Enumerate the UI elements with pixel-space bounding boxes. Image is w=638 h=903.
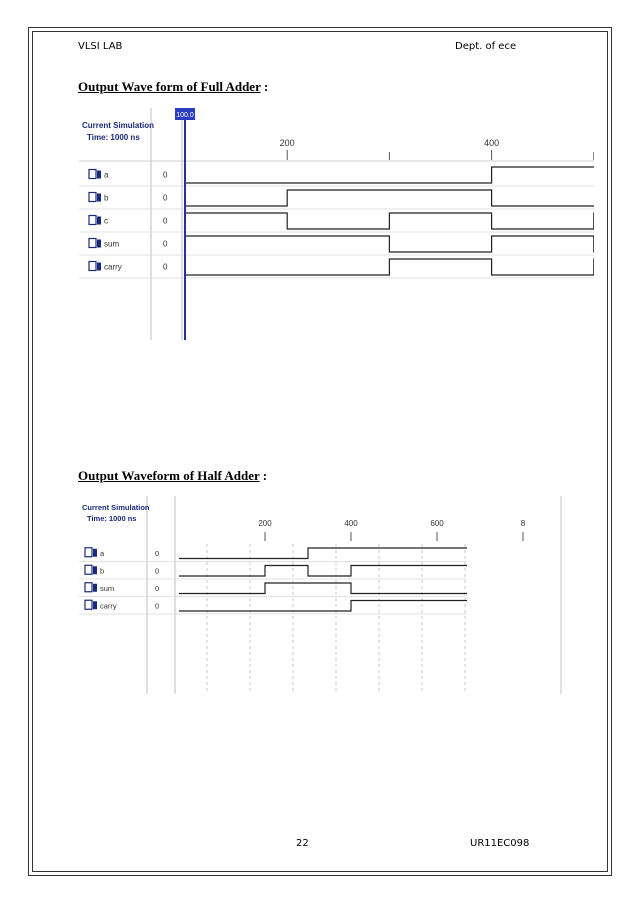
ha-signal-name-a: a bbox=[100, 548, 105, 558]
ha-sim-label-line2: Time: 1000 ns bbox=[87, 514, 137, 523]
fa-signal-name-carry: carry bbox=[104, 262, 122, 272]
fa-signal-name-c: c bbox=[104, 216, 108, 226]
ha-waveform-background bbox=[79, 496, 564, 694]
header-lab-name: VLSI LAB bbox=[78, 41, 123, 52]
fa-signal-name-b: b bbox=[104, 193, 109, 203]
fa-c-signal-icon-bar bbox=[97, 217, 101, 225]
full-adder-heading-text: Output Wave form of Full Adder bbox=[78, 79, 261, 94]
ha-sim-label-line1: Current Simulation bbox=[82, 503, 150, 512]
ha-signal-name-carry: carry bbox=[100, 601, 117, 611]
half-adder-heading-text: Output Waveform of Half Adder bbox=[78, 468, 260, 483]
footer-roll-number: UR11EC098 bbox=[470, 838, 530, 849]
fa-sim-label-line2: Time: 1000 ns bbox=[87, 133, 140, 142]
ha-signal-name-sum: sum bbox=[100, 583, 115, 593]
full-adder-heading-suffix: : bbox=[260, 79, 269, 94]
half-adder-heading bbox=[78, 468, 267, 484]
fa-signal-value-carry: 0 bbox=[163, 262, 168, 272]
half-adder-heading-suffix: : bbox=[259, 468, 268, 483]
fa-sim-label-line1: Current Simulation bbox=[82, 121, 155, 130]
ha-tick-label-600: 600 bbox=[430, 519, 444, 528]
fa-sum-signal-icon-bar bbox=[97, 240, 101, 248]
fa-a-signal-icon-bar bbox=[97, 171, 101, 179]
header-department: Dept. of ece bbox=[455, 41, 517, 52]
fa-carry-signal-icon-bar bbox=[97, 263, 101, 271]
fa-signal-name-a: a bbox=[104, 170, 109, 180]
ha-sum-signal-icon-bar bbox=[93, 584, 97, 592]
fa-waveform-background bbox=[79, 108, 594, 340]
fa-signal-name-sum: sum bbox=[104, 239, 120, 249]
fa-cursor-label: 100.0 bbox=[176, 112, 194, 119]
fa-signal-value-a: 0 bbox=[163, 170, 168, 180]
fa-tick-label-200: 200 bbox=[279, 138, 295, 148]
fa-signal-value-c: 0 bbox=[163, 216, 168, 226]
ha-carry-signal-icon-bar bbox=[93, 601, 97, 609]
ha-b-signal-icon-bar bbox=[93, 566, 97, 574]
fa-b-signal-icon-bar bbox=[97, 194, 101, 202]
ha-signal-name-b: b bbox=[100, 566, 105, 576]
full-adder-waveform bbox=[79, 108, 594, 340]
ha-signal-value-carry: 0 bbox=[155, 601, 160, 611]
ha-tick-label-8: 8 bbox=[520, 519, 526, 528]
fa-signal-value-b: 0 bbox=[163, 193, 168, 203]
ha-tick-label-400: 400 bbox=[344, 519, 358, 528]
ha-signal-value-b: 0 bbox=[155, 566, 160, 576]
half-adder-waveform bbox=[79, 496, 564, 694]
fa-signal-value-sum: 0 bbox=[163, 239, 168, 249]
ha-a-signal-icon-bar bbox=[93, 549, 97, 557]
ha-signal-value-a: 0 bbox=[155, 548, 160, 558]
ha-signal-value-sum: 0 bbox=[155, 583, 160, 593]
footer-page-number: 22 bbox=[296, 838, 309, 849]
fa-tick-label-400: 400 bbox=[484, 138, 500, 148]
full-adder-heading bbox=[78, 79, 268, 95]
ha-tick-label-200: 200 bbox=[258, 519, 272, 528]
